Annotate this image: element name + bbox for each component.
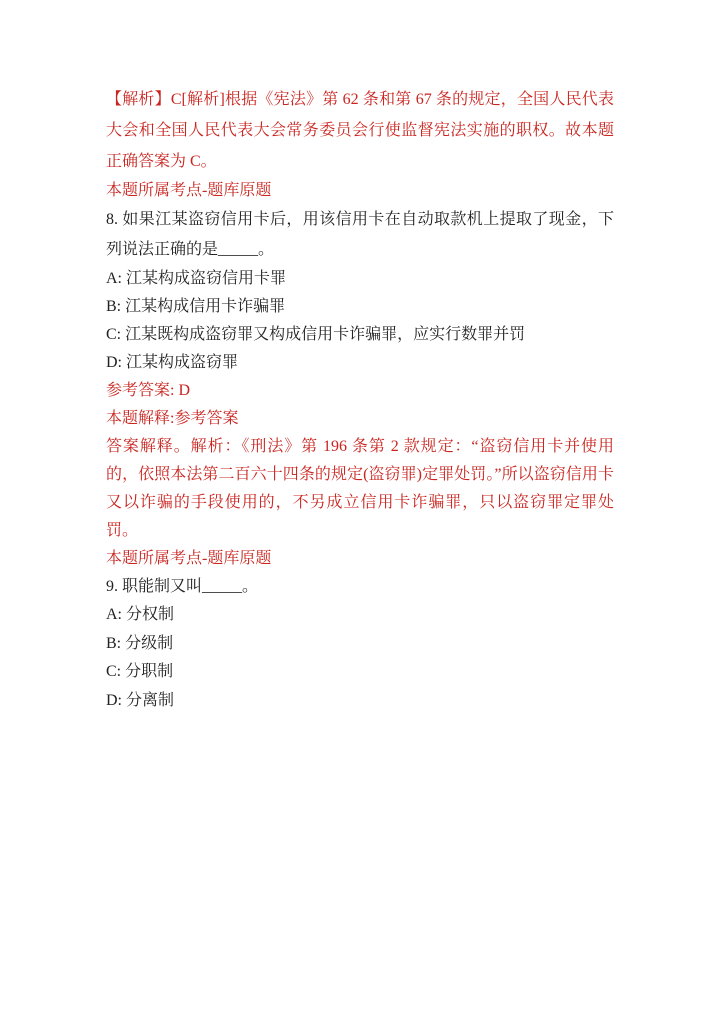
question-8-option-b: B: 江某构成信用卡诈骗罪 [106, 298, 286, 315]
question-9-option-c: C: 分职制 [106, 663, 174, 680]
question-8-option-d: D: 江某构成盗窃罪 [106, 354, 239, 371]
question-8-options [106, 265, 614, 377]
question-8-option-a: A: 江某构成盗窃信用卡罪 [106, 270, 287, 287]
question-9-option-b: B: 分级制 [106, 634, 174, 652]
question-8-option-c: C: 江某既构成盗窃罪又构成信用卡诈骗罪，应实行数罪并罚 [106, 326, 526, 343]
question-9-option-d: D: 分离制 [106, 691, 175, 709]
document-content [106, 84, 614, 715]
analysis-paragraph: 【解析】C[解析]根据《宪法》第 62 条和第 67 条的规定，全国人民代表大会和全国人民代表大会常务委员会行使监督宪法实施的职权。故本题正确答案为 C。 [106, 91, 614, 170]
question-9-options [106, 601, 614, 715]
question-9-stem: 9. 职能制又叫_____。 [106, 578, 259, 595]
answer-explain-label-8: 本题解释:参考答案 [106, 410, 239, 427]
question-9-option-a: A: 分权制 [106, 606, 175, 623]
answer-explanation-8: 答案解释。解析：《刑法》第 196 条第 2 款规定：“盗窃信用卡并使用的，依照本法第二百六十四条的规定(盗窃罪)定罪处罚。”所以盗窃信用卡又以诈骗的手段使用的，不另成立信用卡诈骗罪，只以盗窃罪定罪处罚。 [106, 438, 614, 539]
exam-point-label-2: 本题所属考点-题库原题 [106, 550, 272, 567]
exam-point-label-1: 本题所属考点-题库原题 [106, 182, 272, 199]
question-8-stem: 8. 如果江某盗窃信用卡后，用该信用卡在自动取款机上提取了现金，下列说法正确的是_____。 [106, 211, 614, 258]
reference-answer-8: 参考答案: D [106, 382, 191, 399]
